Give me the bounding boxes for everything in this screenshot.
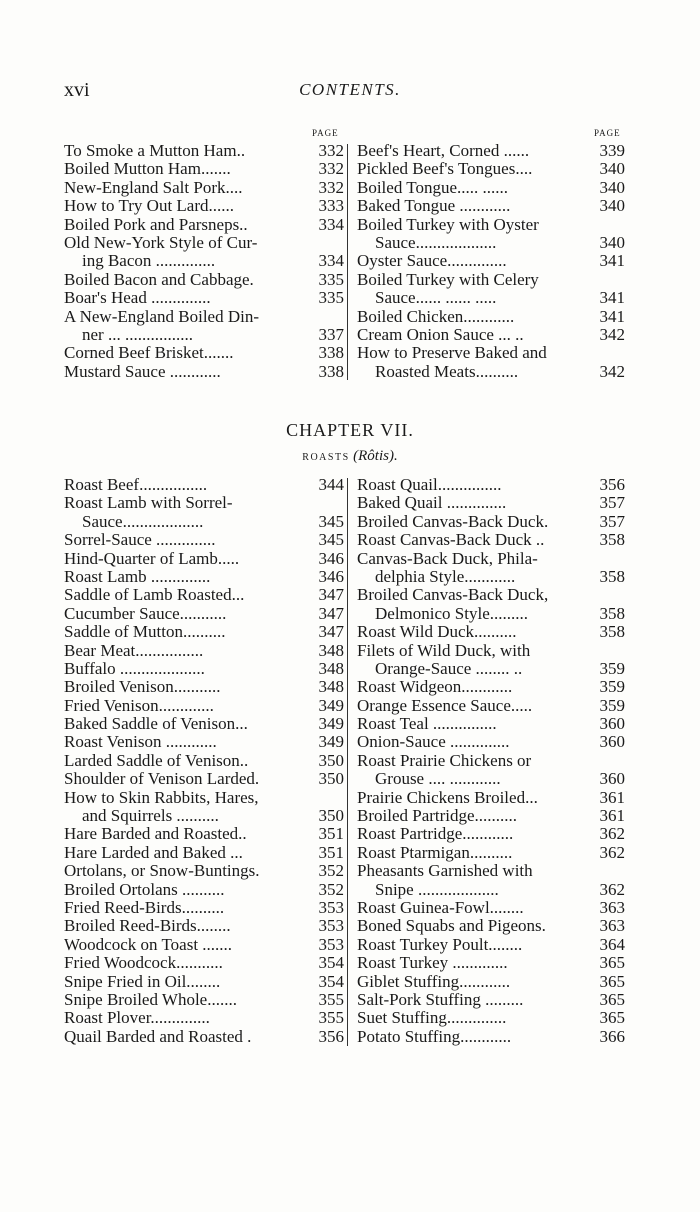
entry-title: Roast Widgeon............ <box>357 677 513 697</box>
entry-page-number: 361 <box>599 787 625 807</box>
contents-entry <box>64 660 344 678</box>
entry-page-number: 340 <box>599 177 625 197</box>
contents-entry <box>64 531 344 549</box>
entry-title: Suet Stuffing.............. <box>357 1008 507 1028</box>
entry-title: Mustard Sauce ............ <box>64 361 221 381</box>
entry-page-number: 357 <box>599 511 625 531</box>
contents-entry <box>357 1009 625 1027</box>
entry-page-number: 360 <box>599 714 625 734</box>
contents-entry <box>357 660 625 678</box>
contents-entry <box>64 715 344 733</box>
contents-entry <box>357 697 625 715</box>
entry-page-number: 353 <box>318 916 344 936</box>
entry-page-number: 340 <box>599 159 625 179</box>
entry-title: Roast Partridge............ <box>357 824 514 844</box>
contents-entry <box>64 363 344 381</box>
entry-page-number: 365 <box>599 971 625 991</box>
entry-page-number: 346 <box>318 566 344 586</box>
column-divider <box>347 144 348 380</box>
entry-title: Bear Meat................ <box>64 640 204 660</box>
contents-entry <box>357 770 625 788</box>
contents-entry <box>357 326 625 344</box>
entry-page-number: 349 <box>318 732 344 752</box>
entry-title: Potato Stuffing............ <box>357 1026 512 1046</box>
column-divider <box>347 478 348 1046</box>
contents-entry <box>357 678 625 696</box>
contents-entry <box>357 476 625 494</box>
entry-title: Boiled Turkey with Celery <box>357 269 539 289</box>
contents-entry <box>357 973 625 991</box>
contents-entry <box>64 476 344 494</box>
entry-title: How to Preserve Baked and <box>357 343 547 363</box>
entry-title: Giblet Stuffing............ <box>357 971 511 991</box>
chapter-subheading <box>0 448 700 465</box>
running-title: CONTENTS. <box>299 80 401 99</box>
entry-page-number: 357 <box>599 493 625 513</box>
entry-page-number: 332 <box>318 177 344 197</box>
entry-title: Cucumber Sauce........... <box>64 603 227 623</box>
entry-page-number: 333 <box>318 196 344 216</box>
contents-entry <box>64 216 344 234</box>
entry-title: Roast Prairie Chickens or <box>357 750 532 770</box>
entry-page-number: 348 <box>318 677 344 697</box>
entry-page-number: 338 <box>318 343 344 363</box>
contents-entry <box>357 954 625 972</box>
entry-title: Quail Barded and Roasted . <box>64 1026 252 1046</box>
contents-entry <box>357 344 625 362</box>
entry-title: Hare Barded and Roasted.. <box>64 824 247 844</box>
entry-page-number: 353 <box>318 934 344 954</box>
contents-entry <box>357 733 625 751</box>
entry-page-number: 347 <box>318 603 344 623</box>
entry-title: Boiled Turkey with Oyster <box>357 214 539 234</box>
entry-page-number: 355 <box>318 989 344 1009</box>
contents-entry <box>64 513 344 531</box>
entry-page-number: 347 <box>318 622 344 642</box>
entry-title: and Squirrels .......... <box>82 806 219 826</box>
entry-title: Salt-Pork Stuffing ......... <box>357 989 524 1009</box>
entry-page-number: 365 <box>599 953 625 973</box>
entry-page-number: 364 <box>599 934 625 954</box>
entry-page-number: 346 <box>318 548 344 568</box>
contents-entry <box>357 825 625 843</box>
contents-entry <box>64 1009 344 1027</box>
entry-title: Snipe Broiled Whole....... <box>64 989 237 1009</box>
entry-title: Boar's Head .............. <box>64 288 211 308</box>
page-column-label-left: PAGE <box>312 128 339 138</box>
entry-page-number: 345 <box>318 511 344 531</box>
contents-entry <box>64 899 344 917</box>
contents-entry <box>64 605 344 623</box>
contents-entry <box>64 197 344 215</box>
entry-page-number: 352 <box>318 879 344 899</box>
entry-title: Oyster Sauce.............. <box>357 251 507 271</box>
entry-page-number: 354 <box>318 953 344 973</box>
contents-entry <box>64 917 344 935</box>
contents-entry <box>357 289 625 307</box>
contents-entry <box>357 308 625 326</box>
contents-entry <box>64 234 344 252</box>
contents-entry <box>357 252 625 270</box>
entry-page-number: 360 <box>599 769 625 789</box>
entry-title: ing Bacon .............. <box>82 251 216 271</box>
entry-page-number: 351 <box>318 824 344 844</box>
entry-title: Boned Squabs and Pigeons. <box>357 916 546 936</box>
contents-entry <box>64 954 344 972</box>
contents-entry <box>357 623 625 641</box>
entry-title: Shoulder of Venison Larded. <box>64 769 260 789</box>
contents-entry <box>64 752 344 770</box>
entry-title: Roast Quail............... <box>357 475 502 494</box>
entry-page-number: 342 <box>599 324 625 344</box>
entry-page-number: 359 <box>599 695 625 715</box>
entry-page-number: 365 <box>599 1008 625 1028</box>
contents-entry <box>64 252 344 270</box>
entry-page-number: 359 <box>599 677 625 697</box>
entry-page-number: 339 <box>599 141 625 160</box>
contents-entry <box>357 807 625 825</box>
entry-title: Baked Saddle of Venison... <box>64 714 248 734</box>
entry-title: Roast Beef................ <box>64 475 208 494</box>
entry-title: Woodcock on Toast ....... <box>64 934 233 954</box>
contents-entry <box>357 899 625 917</box>
entry-title: Grouse .... ............ <box>375 769 501 789</box>
entry-title: Sauce...... ...... ..... <box>375 288 497 308</box>
entry-title: To Smoke a Mutton Ham.. <box>64 141 246 160</box>
contents-block-top <box>64 142 626 382</box>
entry-title: Roast Turkey Poult........ <box>357 934 523 954</box>
entry-title: Saddle of Lamb Roasted... <box>64 585 245 605</box>
entry-title: New-England Salt Pork.... <box>64 177 243 197</box>
page-column-label-right: PAGE <box>594 128 621 138</box>
entry-title: Delmonico Style......... <box>375 603 528 623</box>
entry-title: Filets of Wild Duck, with <box>357 640 531 660</box>
entry-title: Roast Canvas-Back Duck .. <box>357 530 545 550</box>
entry-title: Sauce................... <box>82 511 204 531</box>
entry-page-number: 354 <box>318 971 344 991</box>
chapter-subheading-italic: (Rôtis). <box>353 448 398 464</box>
entry-title: Boiled Mutton Ham....... <box>64 159 231 179</box>
contents-entry <box>357 715 625 733</box>
entry-page-number: 341 <box>599 251 625 271</box>
entry-page-number: 366 <box>599 1026 625 1046</box>
contents-entry <box>357 160 625 178</box>
contents-entry <box>64 1028 344 1046</box>
entry-page-number: 362 <box>599 879 625 899</box>
entry-page-number: 350 <box>318 806 344 826</box>
entry-title: Fried Reed-Birds.......... <box>64 897 225 917</box>
entry-title: Sorrel-Sauce .............. <box>64 530 216 550</box>
contents-entry <box>357 789 625 807</box>
contents-entry <box>357 531 625 549</box>
contents-entry <box>64 844 344 862</box>
entry-title: Fried Woodcock........... <box>64 953 223 973</box>
entry-page-number: 363 <box>599 916 625 936</box>
contents-entry <box>357 642 625 660</box>
entry-title: Broiled Reed-Birds........ <box>64 916 231 936</box>
entry-title: Broiled Partridge.......... <box>357 806 518 826</box>
entry-title: Roast Lamb .............. <box>64 566 211 586</box>
contents-entry <box>64 881 344 899</box>
contents-entry <box>357 142 625 160</box>
entry-page-number: 361 <box>599 806 625 826</box>
entry-title: Roast Wild Duck.......... <box>357 622 517 642</box>
entry-title: Canvas-Back Duck, Phila- <box>357 548 538 568</box>
entry-page-number: 344 <box>318 475 344 494</box>
entry-title: Roast Ptarmigan.......... <box>357 842 513 862</box>
entry-title: How to Try Out Lard...... <box>64 196 235 216</box>
entry-page-number: 353 <box>318 897 344 917</box>
entry-title: Boiled Pork and Parsneps.. <box>64 214 248 234</box>
entry-title: Corned Beef Brisket....... <box>64 343 234 363</box>
contents-entry <box>64 642 344 660</box>
entry-title: delphia Style............ <box>375 566 516 586</box>
entry-title: Beef's Heart, Corned ...... <box>357 141 530 160</box>
entry-page-number: 340 <box>599 196 625 216</box>
entry-title: Sauce................... <box>375 232 497 252</box>
contents-entry <box>64 862 344 880</box>
contents-column-right <box>357 142 625 381</box>
contents-entry <box>357 586 625 604</box>
entry-page-number: 358 <box>599 622 625 642</box>
entry-page-number: 332 <box>318 159 344 179</box>
chapter-heading: CHAPTER VII. <box>286 420 414 440</box>
entry-page-number: 356 <box>599 475 625 494</box>
contents-entry <box>64 973 344 991</box>
contents-entry <box>64 179 344 197</box>
entry-page-number: 365 <box>599 989 625 1009</box>
entry-page-number: 334 <box>318 214 344 234</box>
entry-page-number: 332 <box>318 141 344 160</box>
entry-title: Cream Onion Sauce ... .. <box>357 324 524 344</box>
entry-page-number: 360 <box>599 732 625 752</box>
entry-page-number: 338 <box>318 361 344 381</box>
entry-page-number: 350 <box>318 750 344 770</box>
entry-title: Broiled Canvas-Back Duck. <box>357 511 549 531</box>
contents-entry <box>357 197 625 215</box>
entry-title: Broiled Ortolans .......... <box>64 879 225 899</box>
contents-entry <box>357 1028 625 1046</box>
entry-title: A New-England Boiled Din- <box>64 306 259 326</box>
contents-entry <box>64 344 344 362</box>
contents-column-left <box>64 476 344 1046</box>
entry-page-number: 356 <box>318 1026 344 1046</box>
contents-entry <box>357 216 625 234</box>
contents-entry <box>64 623 344 641</box>
entry-title: Roast Turkey ............. <box>357 953 508 973</box>
page-folio: xvi <box>64 79 90 101</box>
contents-entry <box>357 862 625 880</box>
entry-title: Roast Guinea-Fowl........ <box>357 897 524 917</box>
contents-column-right <box>357 476 625 1046</box>
entry-title: Snipe ................... <box>375 879 499 899</box>
entry-page-number: 350 <box>318 769 344 789</box>
entry-title: Snipe Fried in Oil........ <box>64 971 221 991</box>
entry-title: Buffalo .................... <box>64 658 205 678</box>
entry-page-number: 355 <box>318 1008 344 1028</box>
chapter-subheading-caps: ROASTS <box>302 452 350 463</box>
entry-title: Hare Larded and Baked ... <box>64 842 243 862</box>
entry-title: Roast Plover.............. <box>64 1008 210 1028</box>
running-header <box>64 79 636 105</box>
entry-page-number: 362 <box>599 824 625 844</box>
contents-entry <box>357 494 625 512</box>
entry-title: Onion-Sauce .............. <box>357 732 510 752</box>
entry-title: Pheasants Garnished with <box>357 861 533 881</box>
entry-title: Prairie Chickens Broiled... <box>357 787 538 807</box>
contents-entry <box>64 733 344 751</box>
entry-page-number: 337 <box>318 324 344 344</box>
contents-entry <box>357 568 625 586</box>
contents-entry <box>64 160 344 178</box>
contents-entry <box>357 752 625 770</box>
entry-title: Larded Saddle of Venison.. <box>64 750 249 770</box>
entry-page-number: 349 <box>318 695 344 715</box>
entry-page-number: 348 <box>318 640 344 660</box>
entry-page-number: 335 <box>318 269 344 289</box>
contents-entry <box>64 142 344 160</box>
contents-entry <box>357 936 625 954</box>
entry-title: Old New-York Style of Cur- <box>64 232 258 252</box>
entry-page-number: 363 <box>599 897 625 917</box>
contents-column-left <box>64 142 344 381</box>
entry-page-number: 358 <box>599 603 625 623</box>
entry-page-number: 348 <box>318 658 344 678</box>
entry-title: Baked Tongue ............ <box>357 196 511 216</box>
entry-title: Roast Lamb with Sorrel- <box>64 493 233 513</box>
entry-title: Baked Quail .............. <box>357 493 507 513</box>
entry-page-number: 341 <box>599 288 625 308</box>
entry-title: Roast Venison ............ <box>64 732 217 752</box>
entry-page-number: 334 <box>318 251 344 271</box>
entry-page-number: 362 <box>599 842 625 862</box>
entry-page-number: 342 <box>599 361 625 381</box>
entry-title: Roasted Meats.......... <box>375 361 519 381</box>
contents-entry <box>64 678 344 696</box>
contents-entry <box>357 881 625 899</box>
entry-title: Ortolans, or Snow-Buntings. <box>64 861 260 881</box>
entry-title: Orange-Sauce ........ .. <box>375 658 523 678</box>
contents-entry <box>64 807 344 825</box>
entry-title: Broiled Venison........... <box>64 677 221 697</box>
contents-entry <box>357 550 625 568</box>
contents-entry <box>64 770 344 788</box>
entry-title: Orange Essence Sauce..... <box>357 695 533 715</box>
contents-entry <box>357 917 625 935</box>
entry-title: Boiled Bacon and Cabbage. <box>64 269 254 289</box>
entry-page-number: 359 <box>599 658 625 678</box>
entry-page-number: 340 <box>599 232 625 252</box>
contents-entry <box>64 326 344 344</box>
entry-title: How to Skin Rabbits, Hares, <box>64 787 259 807</box>
contents-entry <box>64 550 344 568</box>
contents-entry <box>64 991 344 1009</box>
entry-page-number: 347 <box>318 585 344 605</box>
entry-title: ner ... ................ <box>82 324 193 344</box>
entry-page-number: 352 <box>318 861 344 881</box>
entry-page-number: 349 <box>318 714 344 734</box>
contents-entry <box>357 363 625 381</box>
entry-title: Pickled Beef's Tongues.... <box>357 159 533 179</box>
contents-entry <box>64 586 344 604</box>
entry-page-number: 358 <box>599 566 625 586</box>
entry-title: Boiled Chicken............ <box>357 306 515 326</box>
entry-title: Hind-Quarter of Lamb..... <box>64 548 240 568</box>
contents-entry <box>64 697 344 715</box>
entry-page-number: 341 <box>599 306 625 326</box>
entry-title: Saddle of Mutton.......... <box>64 622 226 642</box>
contents-entry <box>357 513 625 531</box>
entry-page-number: 345 <box>318 530 344 550</box>
entry-page-number: 335 <box>318 288 344 308</box>
contents-entry <box>357 234 625 252</box>
contents-entry <box>64 789 344 807</box>
entry-page-number: 358 <box>599 530 625 550</box>
contents-entry <box>64 936 344 954</box>
contents-entry <box>357 271 625 289</box>
contents-entry <box>64 568 344 586</box>
contents-entry <box>64 271 344 289</box>
contents-entry <box>357 991 625 1009</box>
entry-title: Roast Teal ............... <box>357 714 497 734</box>
entry-page-number: 351 <box>318 842 344 862</box>
entry-title: Boiled Tongue..... ...... <box>357 177 509 197</box>
contents-entry <box>64 308 344 326</box>
entry-title: Fried Venison............. <box>64 695 214 715</box>
contents-entry <box>64 289 344 307</box>
contents-entry <box>357 179 625 197</box>
contents-entry <box>64 825 344 843</box>
entry-title: Broiled Canvas-Back Duck, <box>357 585 549 605</box>
contents-block-bottom <box>64 476 626 1048</box>
contents-entry <box>64 494 344 512</box>
contents-entry <box>357 605 625 623</box>
contents-entry <box>357 844 625 862</box>
